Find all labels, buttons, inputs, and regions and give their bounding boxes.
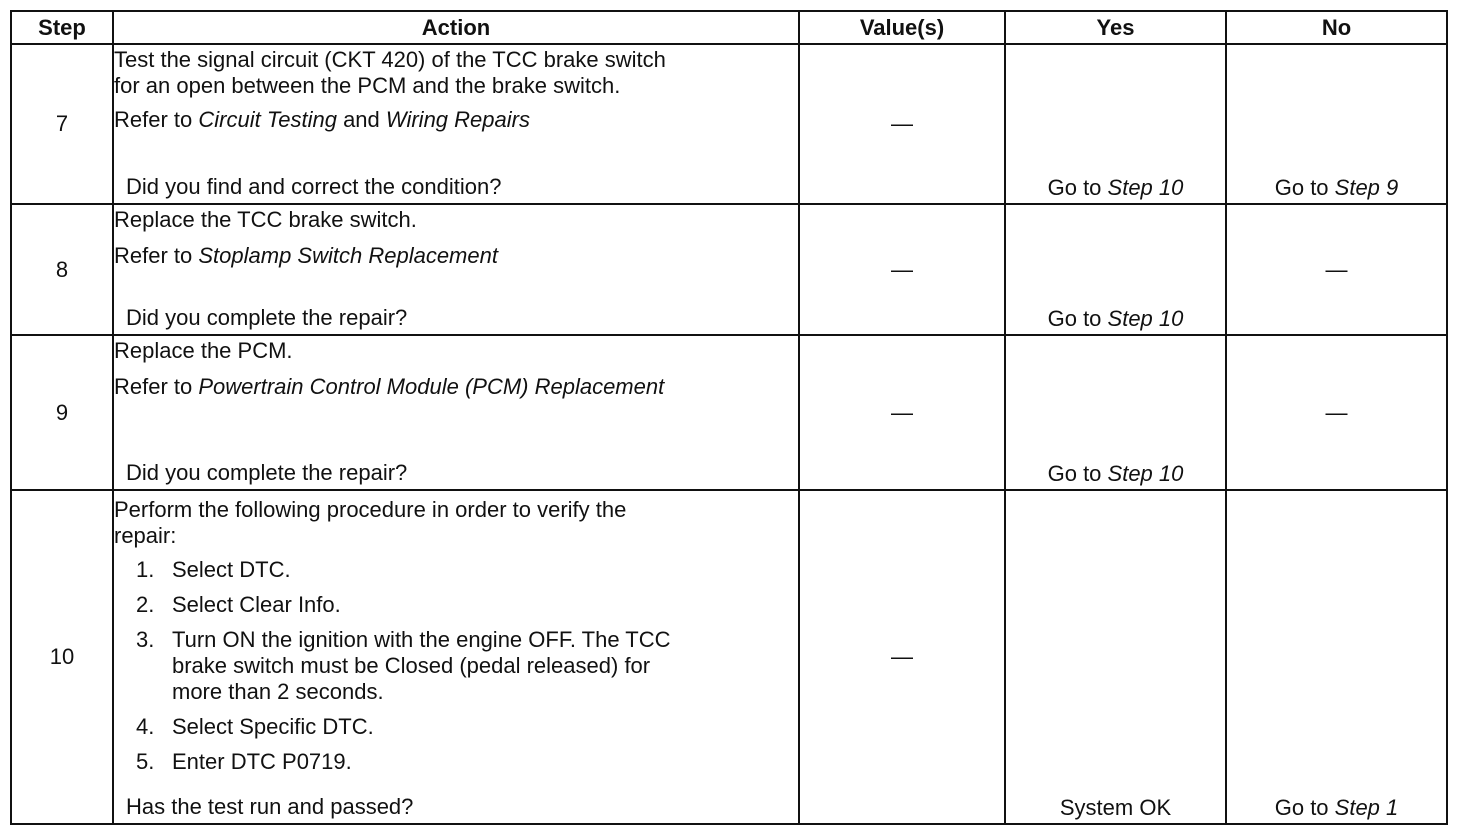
goto-target: Step 10 [1107, 306, 1184, 331]
yes-result-text: System OK [1059, 795, 1172, 820]
value-dash: — [891, 256, 913, 282]
step-number: 10 [11, 490, 113, 824]
action-cell [113, 490, 799, 824]
header-step: Step [11, 11, 113, 44]
procedure-step-text: more than 2 seconds. [172, 679, 384, 704]
reference-link-wiring-repairs[interactable]: Wiring Repairs [385, 107, 530, 132]
action-line: Test the signal circuit (CKT 420) of the TCC brake switch [114, 47, 666, 72]
header-action: Action [113, 11, 799, 44]
procedure-step [114, 714, 798, 740]
action-cell [113, 204, 799, 335]
yes-cell [1005, 490, 1226, 824]
yes-cell [1005, 204, 1226, 335]
procedure-step-text: Select DTC. [172, 557, 291, 582]
refer-line [114, 243, 798, 269]
action-line: Perform the following procedure in order to verify the [114, 497, 627, 522]
step-question: Did you find and correct the condition? [126, 174, 502, 199]
action-line: for an open between the PCM and the brake switch. [114, 73, 621, 98]
value-cell [799, 490, 1005, 824]
action-cell [113, 44, 799, 204]
action-line: Replace the TCC brake switch. [114, 207, 417, 232]
step-number: 8 [11, 204, 113, 335]
action-text [114, 207, 798, 233]
goto-prefix: Go to [1047, 461, 1108, 486]
action-text [114, 497, 798, 549]
procedure-step-number: 2. [136, 592, 155, 617]
yes-cell [1005, 44, 1226, 204]
refer-joiner: and [336, 107, 386, 132]
step-number: 7 [11, 44, 113, 204]
goto-target: Step 1 [1334, 795, 1399, 820]
goto-prefix: Go to [1047, 306, 1108, 331]
table-row-step-10 [11, 490, 1447, 824]
refer-line [114, 374, 798, 400]
reference-link-stoplamp-switch[interactable]: Stoplamp Switch Replacement [198, 243, 498, 268]
procedure-step-number: 3. [136, 627, 155, 652]
procedure-step [114, 557, 798, 583]
action-cell [113, 335, 799, 490]
value-dash: — [891, 644, 913, 669]
goto-target: Step 10 [1107, 175, 1184, 200]
refer-prefix: Refer to [114, 374, 199, 399]
no-value-dash: — [1325, 399, 1348, 425]
value-dash: — [891, 111, 913, 136]
action-text [114, 47, 798, 99]
goto-target: Step 9 [1334, 175, 1399, 200]
no-goto-link[interactable] [1227, 175, 1446, 201]
procedure-step-text: Turn ON the ignition with the engine OFF. The TCC [172, 627, 671, 652]
procedure-step-text: Enter DTC P0719. [172, 749, 352, 774]
no-cell [1226, 490, 1447, 824]
goto-prefix: Go to [1274, 175, 1335, 200]
refer-prefix: Refer to [114, 107, 199, 132]
goto-prefix: Go to [1274, 795, 1335, 820]
procedure-step-number: 5. [136, 749, 155, 774]
step-number: 9 [11, 335, 113, 490]
procedure-step [114, 627, 798, 705]
procedure-step-text: brake switch must be Closed (pedal released) for [172, 653, 651, 678]
table-row-step-9 [11, 335, 1447, 490]
yes-goto-link[interactable] [1006, 306, 1225, 332]
reference-link-pcm-replacement[interactable]: Powertrain Control Module (PCM) Replacement [198, 374, 665, 399]
no-cell [1226, 335, 1447, 490]
procedure-step-number: 1. [136, 557, 155, 582]
procedure-list [114, 557, 798, 775]
reference-link-circuit-testing[interactable]: Circuit Testing [198, 107, 337, 132]
procedure-step [114, 749, 798, 775]
goto-target: Step 10 [1107, 461, 1184, 486]
header-yes: Yes [1005, 11, 1226, 44]
action-text [114, 338, 798, 364]
header-row [11, 11, 1447, 44]
refer-prefix: Refer to [114, 243, 199, 268]
yes-goto-link[interactable] [1006, 175, 1225, 201]
no-cell [1226, 44, 1447, 204]
action-line: repair: [114, 523, 177, 548]
procedure-step-text: Select Clear Info. [172, 592, 341, 617]
step-question: Did you complete the repair? [126, 305, 408, 330]
table-row-step-8 [11, 204, 1447, 335]
value-dash: — [891, 399, 913, 425]
table-row-step-7 [11, 44, 1447, 204]
no-goto-link[interactable] [1227, 795, 1446, 821]
header-no: No [1226, 11, 1447, 44]
value-cell [799, 335, 1005, 490]
refer-line [114, 107, 798, 133]
diagnostic-table [10, 10, 1448, 825]
header-values: Value(s) [799, 11, 1005, 44]
step-question: Has the test run and passed? [126, 794, 414, 819]
no-cell [1226, 204, 1447, 335]
yes-cell [1005, 335, 1226, 490]
procedure-step-number: 4. [136, 714, 155, 739]
action-line: Replace the PCM. [114, 338, 293, 363]
procedure-step-text: Select Specific DTC. [172, 714, 374, 739]
yes-goto-link[interactable] [1006, 461, 1225, 487]
value-cell [799, 204, 1005, 335]
step-question: Did you complete the repair? [126, 460, 408, 485]
goto-prefix: Go to [1047, 175, 1108, 200]
procedure-step [114, 592, 798, 618]
no-value-dash: — [1325, 256, 1348, 282]
value-cell [799, 44, 1005, 204]
